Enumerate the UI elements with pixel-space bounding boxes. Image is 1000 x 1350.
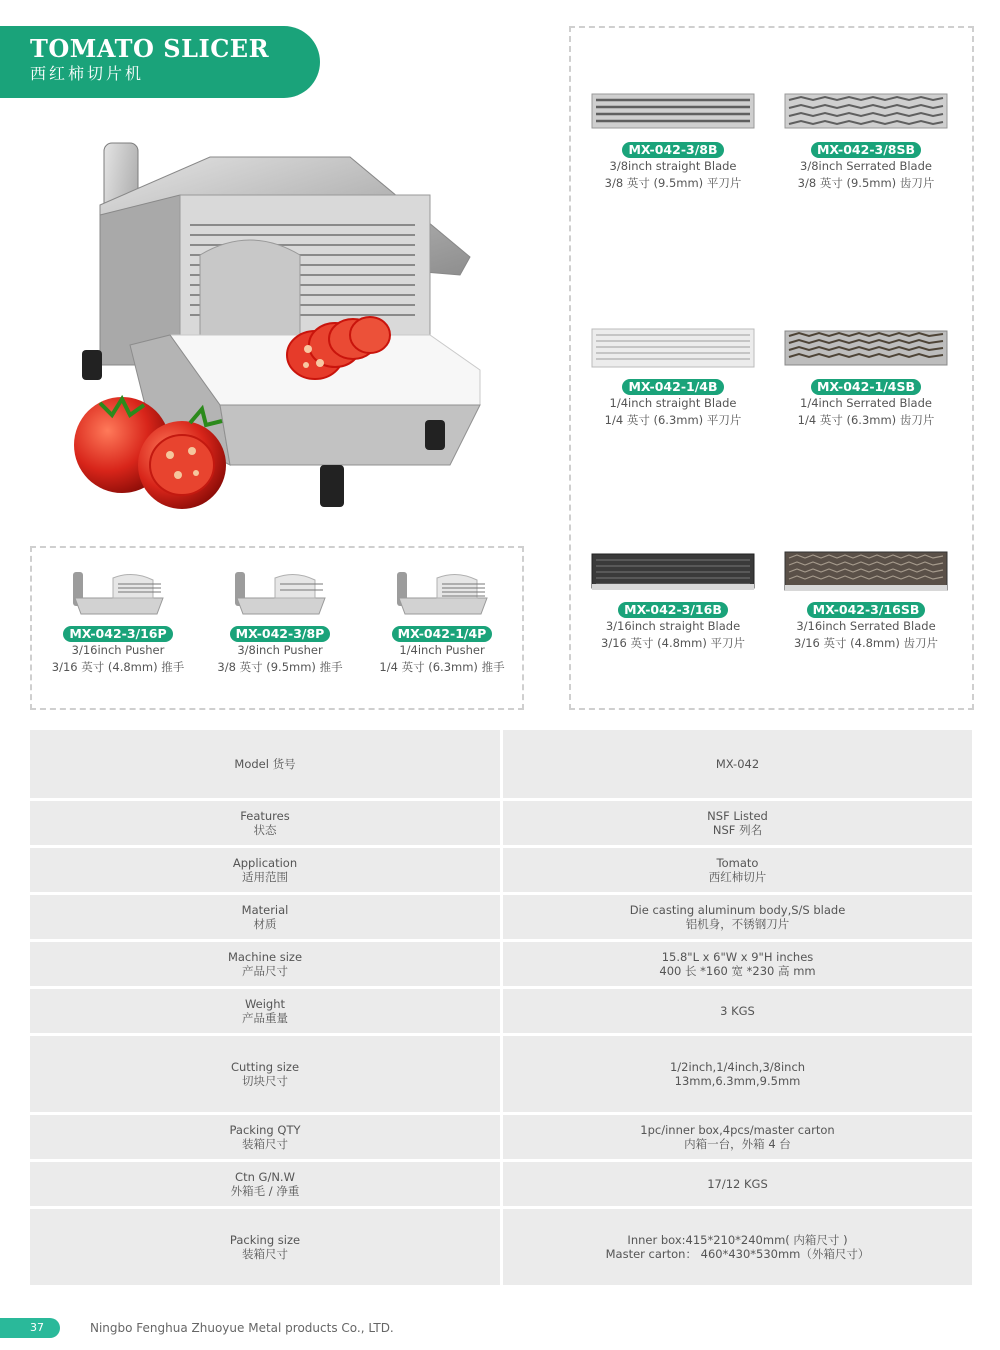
model-badge: MX-042-1/4SB xyxy=(811,379,921,395)
item-desc-en: 3/8inch Pusher xyxy=(237,643,323,657)
spec-value: 1pc/inner box,4pcs/master carton 内箱一台，外箱 4 台 xyxy=(500,1115,972,1159)
spec-label: Packing size 装箱尺寸 xyxy=(229,1233,301,1261)
model-badge: MX-042-1/4P xyxy=(392,626,493,642)
serrated-blade-icon xyxy=(781,546,951,596)
blade-item xyxy=(583,86,763,192)
spec-row xyxy=(30,1209,972,1285)
spec-value: MX-042 xyxy=(500,730,972,798)
model-badge: MX-042-3/16SB xyxy=(807,602,926,618)
spec-label: Machine size 产品尺寸 xyxy=(227,950,303,978)
item-desc-cn: 3/8 英寸 (9.5mm) 推手 xyxy=(217,660,343,674)
model-badge: MX-042-1/4B xyxy=(622,379,723,395)
blade-item xyxy=(776,323,956,429)
spec-row xyxy=(30,1115,972,1159)
pusher-item xyxy=(190,568,370,676)
model-badge: MX-042-3/8P xyxy=(230,626,331,642)
model-badge: MX-042-3/8SB xyxy=(811,142,921,158)
blade-item xyxy=(776,86,956,192)
spec-row xyxy=(30,730,972,798)
pusher-icon xyxy=(225,568,335,620)
spec-label: Application 适用范围 xyxy=(232,856,298,884)
page-number: 37 xyxy=(0,1318,60,1338)
spec-row xyxy=(30,801,972,845)
spec-row xyxy=(30,848,972,892)
pusher-options-box xyxy=(30,546,524,710)
blade-options-box xyxy=(569,26,974,710)
title-banner xyxy=(0,26,320,98)
spec-label: Features 状态 xyxy=(240,809,290,837)
page-title: TOMATO SLICER xyxy=(30,34,270,63)
pusher-icon xyxy=(387,568,497,620)
blade-item xyxy=(776,546,956,652)
item-desc-en: 3/16inch Pusher xyxy=(71,643,165,657)
item-desc-en: 3/8inch straight Blade xyxy=(609,159,737,173)
blade-item xyxy=(583,323,763,429)
blade-item xyxy=(583,546,763,652)
item-desc-en: 1/4inch Serrated Blade xyxy=(800,396,932,410)
serrated-blade-icon xyxy=(781,86,951,136)
spec-label: Ctn G/N.W 外箱毛 / 净重 xyxy=(230,1170,300,1198)
item-desc-cn: 3/16 英寸 (4.8mm) 平刀片 xyxy=(601,636,745,650)
spec-value: Tomato 西红柿切片 xyxy=(500,848,972,892)
spec-value: 17/12 KGS xyxy=(500,1162,972,1206)
model-badge: MX-042-3/16P xyxy=(63,626,172,642)
item-desc-en: 3/16inch Serrated Blade xyxy=(796,619,936,633)
straight-blade-icon xyxy=(588,323,758,373)
serrated-blade-icon xyxy=(781,323,951,373)
spec-row xyxy=(30,1162,972,1206)
spec-value: 3 KGS xyxy=(500,989,972,1033)
spec-value: Inner box:415*210*240mm( 内箱尺寸 ) Master carton： 460*430*530mm（外箱尺寸） xyxy=(500,1209,972,1285)
item-desc-cn: 1/4 英寸 (6.3mm) 平刀片 xyxy=(604,413,742,427)
model-badge: MX-042-3/16B xyxy=(618,602,728,618)
straight-blade-icon xyxy=(588,546,758,596)
tomato-slicer-image xyxy=(70,135,490,520)
spec-label: Model 货号 xyxy=(234,757,296,771)
spec-value: 1/2inch,1/4inch,3/8inch 13mm,6.3mm,9.5mm xyxy=(500,1036,972,1112)
spec-row xyxy=(30,989,972,1033)
pusher-icon xyxy=(63,568,173,620)
item-desc-en: 1/4inch straight Blade xyxy=(609,396,737,410)
item-desc-cn: 1/4 英寸 (6.3mm) 齿刀片 xyxy=(797,413,935,427)
item-desc-cn: 3/16 英寸 (4.8mm) 推手 xyxy=(51,660,185,674)
spec-label: Weight 产品重量 xyxy=(242,997,288,1025)
straight-blade-icon xyxy=(588,86,758,136)
item-desc-cn: 3/8 英寸 (9.5mm) 平刀片 xyxy=(604,176,742,190)
pusher-item xyxy=(352,568,532,676)
spec-row xyxy=(30,942,972,986)
item-desc-en: 3/16inch straight Blade xyxy=(605,619,741,633)
spec-value: Die casting aluminum body,S/S blade 铝机身，不锈钢刀片 xyxy=(500,895,972,939)
company-name: Ningbo Fenghua Zhuoyue Metal products Co., LTD. xyxy=(90,1321,394,1335)
page-subtitle: 西红柿切片机 xyxy=(30,64,145,83)
spec-table xyxy=(30,730,972,1288)
spec-label: Packing QTY 装箱尺寸 xyxy=(229,1123,301,1151)
item-desc-cn: 1/4 英寸 (6.3mm) 推手 xyxy=(379,660,505,674)
item-desc-en: 3/8inch Serrated Blade xyxy=(800,159,932,173)
spec-value: NSF Listed NSF 列名 xyxy=(500,801,972,845)
spec-label: Material 材质 xyxy=(241,903,289,931)
spec-label: Cutting size 切块尺寸 xyxy=(230,1060,300,1088)
item-desc-cn: 3/16 英寸 (4.8mm) 齿刀片 xyxy=(794,636,938,650)
spec-row xyxy=(30,1036,972,1112)
spec-row xyxy=(30,895,972,939)
model-badge: MX-042-3/8B xyxy=(622,142,723,158)
item-desc-en: 1/4inch Pusher xyxy=(399,643,485,657)
item-desc-cn: 3/8 英寸 (9.5mm) 齿刀片 xyxy=(797,176,935,190)
pusher-item xyxy=(28,568,208,676)
spec-value: 15.8"L x 6"W x 9"H inches 400 长 *160 宽 *230 高 mm xyxy=(500,942,972,986)
